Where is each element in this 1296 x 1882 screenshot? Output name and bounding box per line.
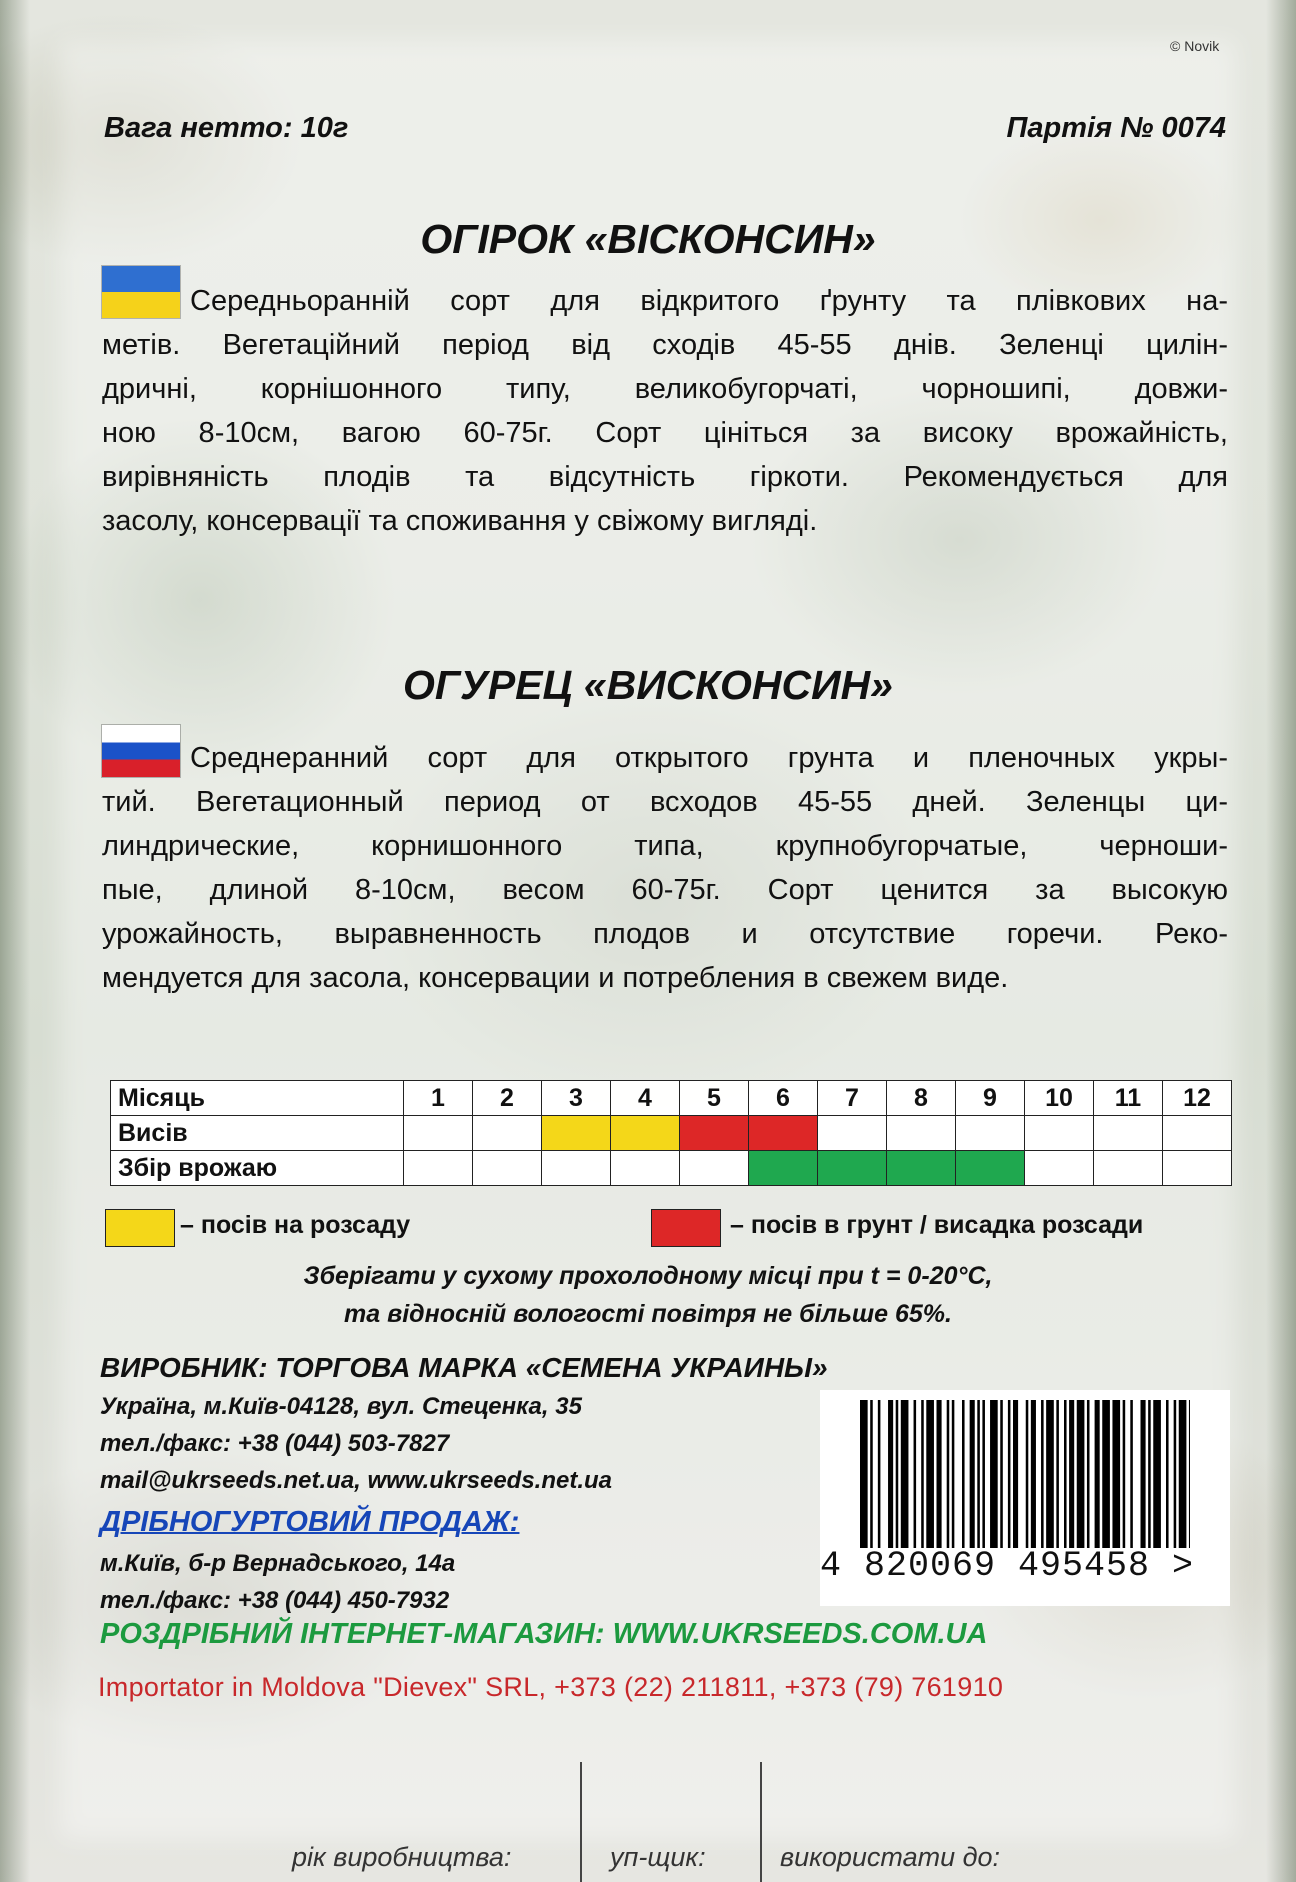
producer-web: mail@ukrseeds.net.ua, www.ukrseeds.net.ua [100, 1467, 613, 1494]
sowing-month-cell [404, 1116, 473, 1151]
harvest-month-cell [473, 1151, 542, 1186]
barcode-bar [1112, 1400, 1120, 1548]
month-header: 7 [818, 1081, 887, 1116]
month-header: 1 [404, 1081, 473, 1116]
sowing-month-cell [1163, 1116, 1232, 1151]
producer-title: ВИРОБНИК: ТОРГОВА МАРКА «СЕМЕНА УКРАИНЫ» [100, 1352, 828, 1383]
calendar-sowing-row [111, 1116, 1232, 1151]
packer-label: уп-щик: [610, 1842, 706, 1872]
description-line: пые, длиной 8-10см, весом 60-75г. Сорт ценится за высокую [102, 874, 1228, 906]
wholesale-address: м.Київ, б-р Вернадського, 14а [100, 1550, 456, 1577]
batch-number: Партія № 0074 [1006, 112, 1226, 144]
barcode-bar [1141, 1400, 1146, 1548]
barcode-bar [1087, 1400, 1090, 1548]
packet-edge-left [0, 0, 30, 1882]
planting-calendar [110, 1080, 1232, 1186]
sowing-month-cell [542, 1116, 611, 1151]
importer-info: Importator in Moldova "Dievex" SRL, +373 (22) 211811, +373 (79) 761910 [98, 1672, 1004, 1702]
legend-yellow-swatch [105, 1209, 175, 1247]
month-header: 6 [749, 1081, 818, 1116]
legend-seedling-label: – посів на розсаду [180, 1211, 411, 1239]
barcode-bar [937, 1400, 942, 1548]
barcode-bar [1046, 1400, 1054, 1548]
harvest-month-cell [749, 1151, 818, 1186]
calendar-month-row [111, 1081, 1232, 1116]
footer-divider [760, 1762, 762, 1882]
sowing-month-cell [818, 1116, 887, 1151]
description-line: метів. Вегетаційний період від сходів 45-55 днів. Зеленці цилін- [102, 329, 1228, 361]
month-header: 10 [1025, 1081, 1094, 1116]
title-russian: ОГУРЕЦ «ВИСКОНСИН» [403, 662, 893, 708]
month-header: 3 [542, 1081, 611, 1116]
description-ukrainian [102, 279, 1228, 543]
use-by-label: використати до: [780, 1842, 1001, 1872]
barcode-bar [1189, 1400, 1190, 1548]
harvest-month-cell [887, 1151, 956, 1186]
month-header: 2 [473, 1081, 542, 1116]
barcode-bar [990, 1400, 998, 1548]
barcode-bar [901, 1400, 909, 1548]
footer-divider [580, 1762, 582, 1882]
harvest-row-label: Збір врожаю [111, 1151, 404, 1186]
packet-edge-right [1266, 0, 1296, 1882]
month-header: 9 [956, 1081, 1025, 1116]
barcode-bar [1077, 1400, 1085, 1548]
sowing-month-cell [611, 1116, 680, 1151]
description-line: ною 8-10см, вагою 60-75г. Сорт цініться за високу врожайність, [102, 417, 1228, 449]
barcode-bar [1174, 1400, 1177, 1548]
description-line: Среднеранний сорт для открытого грунта и пленочных укры- [190, 742, 1228, 774]
sowing-month-cell [956, 1116, 1025, 1151]
sowing-month-cell [1025, 1116, 1094, 1151]
description-line: засолу, консервації та споживання у свіжому вигляді. [102, 505, 818, 537]
barcode-bar [860, 1400, 868, 1548]
barcode-bar [1008, 1400, 1011, 1548]
producer-address: Україна, м.Київ-04128, вул. Стеценка, 35 [100, 1393, 582, 1420]
harvest-month-cell [611, 1151, 680, 1186]
harvest-month-cell [1025, 1151, 1094, 1186]
harvest-month-cell [542, 1151, 611, 1186]
storage-line-2: та відносній вологості повітря не більше 65%. [344, 1300, 952, 1328]
net-weight: Вага нетто: 10г [104, 112, 349, 144]
barcode-bar [870, 1400, 873, 1548]
month-row-label: Місяць [111, 1081, 404, 1116]
barcode-bar [1153, 1400, 1161, 1548]
production-year-label: рік виробництва: [292, 1842, 512, 1872]
barcode-bar [1026, 1400, 1029, 1548]
barcode-bar [1000, 1400, 1003, 1548]
description-line: линдрические, корнишонного типа, крупнобугорчатые, черноши- [102, 830, 1228, 862]
barcode-bar [1102, 1400, 1110, 1548]
harvest-month-cell [818, 1151, 887, 1186]
barcode-bar [952, 1400, 955, 1548]
description-line: Середньоранній сорт для відкритого ґрунту та плівкових на- [190, 285, 1228, 317]
harvest-month-cell [1163, 1151, 1232, 1186]
producer-phone: тел./факс: +38 (044) 503-7827 [100, 1430, 450, 1457]
barcode-bar [926, 1400, 934, 1548]
title-ukrainian: ОГІРОК «ВІСКОНСИН» [420, 216, 876, 262]
harvest-month-cell [1094, 1151, 1163, 1186]
barcode-bar [970, 1400, 975, 1548]
description-line: мендуется для засола, консервации и потребления в свежем виде. [102, 962, 1009, 994]
harvest-month-cell [680, 1151, 749, 1186]
barcode-bar [1166, 1400, 1169, 1548]
description-line: дричні, корнішонного типу, великобугорчаті, чорношипі, довжи- [102, 373, 1228, 405]
barcode-bar [947, 1400, 950, 1548]
barcode-bar [1130, 1400, 1133, 1548]
wholesale-title: ДРІБНОГУРТОВИЙ ПРОДАЖ: [100, 1506, 520, 1538]
barcode-bar [921, 1400, 924, 1548]
legend-ground-label: – посів в грунт / висадка розсади [730, 1211, 1144, 1239]
description-russian [102, 736, 1228, 1000]
month-header: 5 [680, 1081, 749, 1116]
description-line: вирівняність плодів та відсутність гіркоти. Рекомендується для [102, 461, 1228, 493]
barcode-bar [1031, 1400, 1036, 1548]
calendar-harvest-row [111, 1151, 1232, 1186]
barcode-bar [1148, 1400, 1151, 1548]
barcode-bar [1069, 1400, 1074, 1548]
sowing-month-cell [680, 1116, 749, 1151]
storage-line-1: Зберігати у сухому прохолодному місці при t = 0-20°С, [303, 1262, 993, 1290]
barcode-bars [860, 1400, 1190, 1548]
barcode-bar [914, 1400, 917, 1548]
barcode-bar [896, 1400, 899, 1548]
barcode-bar [1064, 1400, 1067, 1548]
month-header: 4 [611, 1081, 680, 1116]
barcode-bar [1013, 1400, 1018, 1548]
sowing-month-cell [749, 1116, 818, 1151]
month-header: 12 [1163, 1081, 1232, 1116]
retail-shop-link[interactable]: РОЗДРІБНИЙ ІНТЕРНЕТ-МАГАЗИН: WWW.UKRSEEDS.COM.UA [100, 1618, 988, 1650]
description-line: урожайность, выравненность плодов и отсутствие горечи. Реко- [102, 918, 1228, 950]
wholesale-phone: тел./факс: +38 (044) 450-7932 [100, 1587, 450, 1614]
legend-red-swatch [651, 1209, 721, 1247]
month-header: 8 [887, 1081, 956, 1116]
month-header: 11 [1094, 1081, 1163, 1116]
harvest-month-cell [404, 1151, 473, 1186]
barcode-digits: 4 820069 495458 > [820, 1546, 1195, 1586]
barcode-bar [878, 1400, 881, 1548]
barcode-bar [1179, 1400, 1187, 1548]
barcode-bar [977, 1400, 980, 1548]
barcode-bar [1095, 1400, 1100, 1548]
sowing-month-cell [887, 1116, 956, 1151]
sowing-month-cell [473, 1116, 542, 1151]
description-line: тий. Вегетационный период от всходов 45-55 дней. Зеленцы ци- [102, 786, 1228, 818]
barcode-bar [982, 1400, 985, 1548]
copyright-text: © Novik [1170, 38, 1220, 54]
sowing-month-cell [1094, 1116, 1163, 1151]
sowing-row-label: Висів [111, 1116, 404, 1151]
barcode-bar [1056, 1400, 1059, 1548]
barcode-bar [1123, 1400, 1126, 1548]
barcode-bar [1041, 1400, 1044, 1548]
harvest-month-cell [956, 1151, 1025, 1186]
barcode [820, 1390, 1230, 1606]
barcode-bar [962, 1400, 965, 1548]
barcode-bar [888, 1400, 893, 1548]
